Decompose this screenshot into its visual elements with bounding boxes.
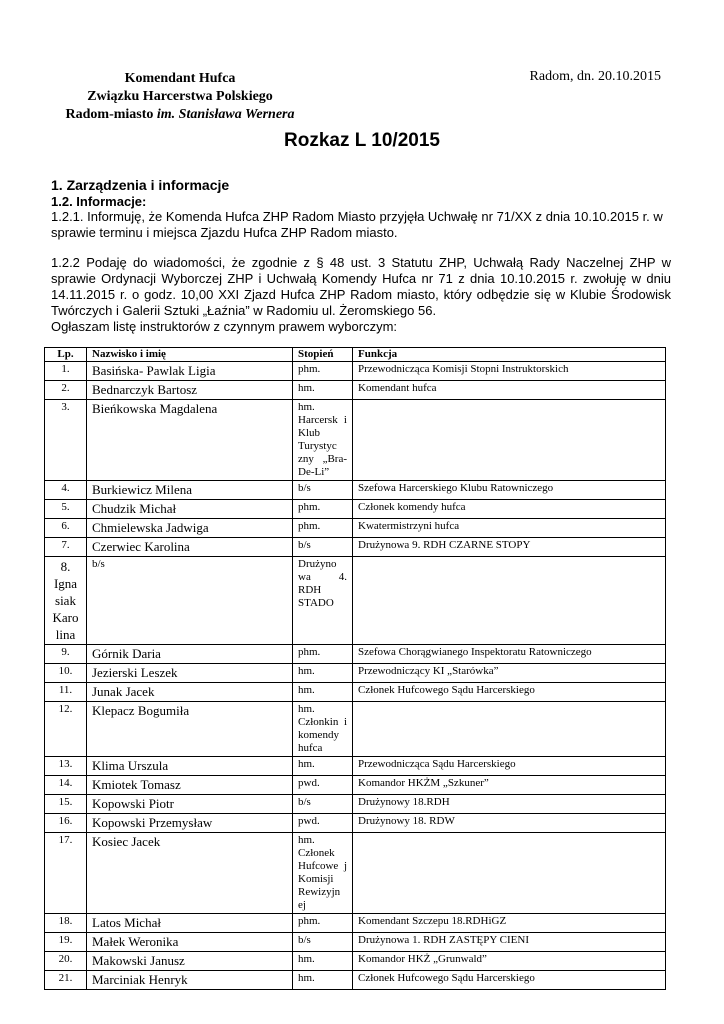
- instructors-table: [44, 347, 666, 990]
- paragraph-list-intro: Ogłaszam listę instruktorów z czynnym prawem wyborczym:: [51, 319, 398, 334]
- row-name: Kopowski Przemysław: [87, 814, 293, 833]
- row-function: Komandor HKŻ „Grunwald”: [353, 952, 666, 971]
- row-name: Kopowski Piotr: [87, 795, 293, 814]
- table-row: [45, 833, 666, 914]
- row-number: 11.: [45, 683, 87, 702]
- row-degree: b/s: [293, 538, 353, 557]
- row-degree: phm.: [293, 914, 353, 933]
- row-name: Kosiec Jacek: [87, 833, 293, 914]
- row-name: Makowski Janusz: [87, 952, 293, 971]
- row-name: Górnik Daria: [87, 645, 293, 664]
- row-degree: hm.: [293, 683, 353, 702]
- table-row: [45, 914, 666, 933]
- row-function: [353, 557, 666, 645]
- paragraph-1-2-2: 1.2.2 Podaję do wiadomości, że zgodnie z § 48 ust. 3 Statutu ZHP, Uchwałą Rady Naczelnej ZHP w sprawie Ordynacji Wyborczej ZHP i Uchwałą Komendy Hufca nr 71 z dnia 10.10.2015 r. zwołuję w dniu 14.11.2015 r. o godz. 10,00 XXI Zjazd Hufca ZHP Radom miasto, który odbędzie się w Klubie Środowisk Twórczych i Galerii Sztuki „Łaźnia” w Radomiu ul. Żeromskiego 56.: [51, 255, 671, 318]
- row-name: Burkiewicz Milena: [87, 481, 293, 500]
- table-row: [45, 557, 666, 645]
- row-degree: phm.: [293, 500, 353, 519]
- table-row: [45, 362, 666, 381]
- row-name: Junak Jacek: [87, 683, 293, 702]
- row-degree: b/s: [293, 481, 353, 500]
- row-number: 14.: [45, 776, 87, 795]
- row-number: 5.: [45, 500, 87, 519]
- row-number: 9.: [45, 645, 87, 664]
- issuer-unit-name: Radom-miasto: [65, 107, 157, 122]
- row-number: 20.: [45, 952, 87, 971]
- table-row: [45, 971, 666, 990]
- row-number: 19.: [45, 933, 87, 952]
- row-function: [353, 400, 666, 481]
- row-number: 17.: [45, 833, 87, 914]
- row-number: 21.: [45, 971, 87, 990]
- row-name: Bieńkowska Magdalena: [87, 400, 293, 481]
- issuer-unit: [50, 106, 310, 124]
- row-name: Latos Michał: [87, 914, 293, 933]
- row-function: Członek Hufcowego Sądu Harcerskiego: [353, 971, 666, 990]
- document-title: Rozkaz L 10/2015: [284, 130, 440, 151]
- row-degree: phm.: [293, 645, 353, 664]
- table-row: [45, 538, 666, 557]
- row-name: Bednarczyk Bartosz: [87, 381, 293, 400]
- row-degree: phm.: [293, 362, 353, 381]
- table-row: [45, 757, 666, 776]
- table-row: [45, 683, 666, 702]
- table-row: [45, 795, 666, 814]
- row-function: Przewodnicząca Sądu Harcerskiego: [353, 757, 666, 776]
- row-function: Komendant Szczepu 18.RDHiGZ: [353, 914, 666, 933]
- column-header-degree: Stopień: [293, 348, 353, 362]
- row-degree: hm.: [293, 757, 353, 776]
- row-function: Szefowa Chorągwianego Inspektoratu Ratowniczego: [353, 645, 666, 664]
- table-row: [45, 776, 666, 795]
- row-function: Członek Hufcowego Sądu Harcerskiego: [353, 683, 666, 702]
- row-function: Przewodniczący KI „Starówka”: [353, 664, 666, 683]
- row-number: 2.: [45, 381, 87, 400]
- row-degree: Drużyno wa 4. RDH STADO: [293, 557, 353, 645]
- row-degree: b/s: [293, 795, 353, 814]
- row-number: 15.: [45, 795, 87, 814]
- section-heading: 1. Zarządzenia i informacje: [51, 177, 230, 193]
- row-number: 10.: [45, 664, 87, 683]
- row-name: Jezierski Leszek: [87, 664, 293, 683]
- row-degree: hm. Członek Hufcowe j Komisji Rewizyjn ej: [293, 833, 353, 914]
- table-row: [45, 952, 666, 971]
- issuer-block: [50, 70, 310, 124]
- row-degree: hm.: [293, 952, 353, 971]
- table-row: [45, 933, 666, 952]
- row-number: 18.: [45, 914, 87, 933]
- row-degree: pwd.: [293, 814, 353, 833]
- row-function: Członek komendy hufca: [353, 500, 666, 519]
- row-function: Komandor HKŻM „Szkuner”: [353, 776, 666, 795]
- issuer-title: Komendant Hufca: [124, 71, 236, 86]
- row-degree: pwd.: [293, 776, 353, 795]
- row-name: Chudzik Michał: [87, 500, 293, 519]
- row-number: 3.: [45, 400, 87, 481]
- row-degree: b/s: [293, 933, 353, 952]
- row-name: Kmiotek Tomasz: [87, 776, 293, 795]
- row-number: 13.: [45, 757, 87, 776]
- row-function: Przewodnicząca Komisji Stopni Instruktorskich: [353, 362, 666, 381]
- row-number: 4.: [45, 481, 87, 500]
- row-function: Szefowa Harcerskiego Klubu Ratowniczego: [353, 481, 666, 500]
- row-name: Chmielewska Jadwiga: [87, 519, 293, 538]
- issuer-unit-patron: im. Stanisława Wernera: [156, 107, 295, 122]
- row-name: Klima Urszula: [87, 757, 293, 776]
- row-number: 16.: [45, 814, 87, 833]
- row-function: [353, 833, 666, 914]
- place-date: Radom, dn. 20.10.2015: [529, 69, 661, 84]
- table-row: [45, 400, 666, 481]
- row-name: Klepacz Bogumiła: [87, 702, 293, 757]
- row-degree: hm.: [293, 664, 353, 683]
- paragraph-1-2-1: 1.2.1. Informuję, że Komenda Hufca ZHP Radom Miasto przyjęła Uchwałę nr 71/XX z dnia 10.10.2015 r. w sprawie terminu i miejsca Zjazdu Hufca ZHP Radom miasto.: [51, 209, 663, 240]
- row-number: 7.: [45, 538, 87, 557]
- row-function: Komendant hufca: [353, 381, 666, 400]
- table-row: [45, 481, 666, 500]
- row-number: 1.: [45, 362, 87, 381]
- table-row: [45, 381, 666, 400]
- row-function: Drużynowy 18. RDW: [353, 814, 666, 833]
- issuer-organization: Związku Harcerstwa Polskiego: [87, 89, 273, 104]
- row-number: 6.: [45, 519, 87, 538]
- row-name: Basińska- Pawlak Ligia: [87, 362, 293, 381]
- table-row: [45, 500, 666, 519]
- row-degree: hm. Członkin i komendy hufca: [293, 702, 353, 757]
- row-degree: hm.: [293, 971, 353, 990]
- row-degree: hm.: [293, 381, 353, 400]
- row-number: 12.: [45, 702, 87, 757]
- table-row: [45, 664, 666, 683]
- row-name: Marciniak Henryk: [87, 971, 293, 990]
- row-number: 8. Igna siak Karo lina: [45, 557, 87, 645]
- column-header-lp: Lp.: [45, 348, 87, 362]
- section-subheading: 1.2. Informacje:: [51, 194, 147, 209]
- column-header-name: Nazwisko i imię: [87, 348, 293, 362]
- table-row: [45, 519, 666, 538]
- row-name: b/s: [87, 557, 293, 645]
- row-function: [353, 702, 666, 757]
- table-header-row: [45, 348, 666, 362]
- table-row: [45, 702, 666, 757]
- row-name: Małek Weronika: [87, 933, 293, 952]
- table-row: [45, 814, 666, 833]
- row-function: Drużynowy 18.RDH: [353, 795, 666, 814]
- row-degree: hm. Harcersk i Klub Turystyc zny „Bra-De-Li”: [293, 400, 353, 481]
- row-function: Kwatermistrzyni hufca: [353, 519, 666, 538]
- row-degree: phm.: [293, 519, 353, 538]
- row-function: Drużynowa 9. RDH CZARNE STOPY: [353, 538, 666, 557]
- row-name: Czerwiec Karolina: [87, 538, 293, 557]
- column-header-function: Funkcja: [353, 348, 666, 362]
- table-row: [45, 645, 666, 664]
- row-function: Drużynowa 1. RDH ZASTĘPY CIENI: [353, 933, 666, 952]
